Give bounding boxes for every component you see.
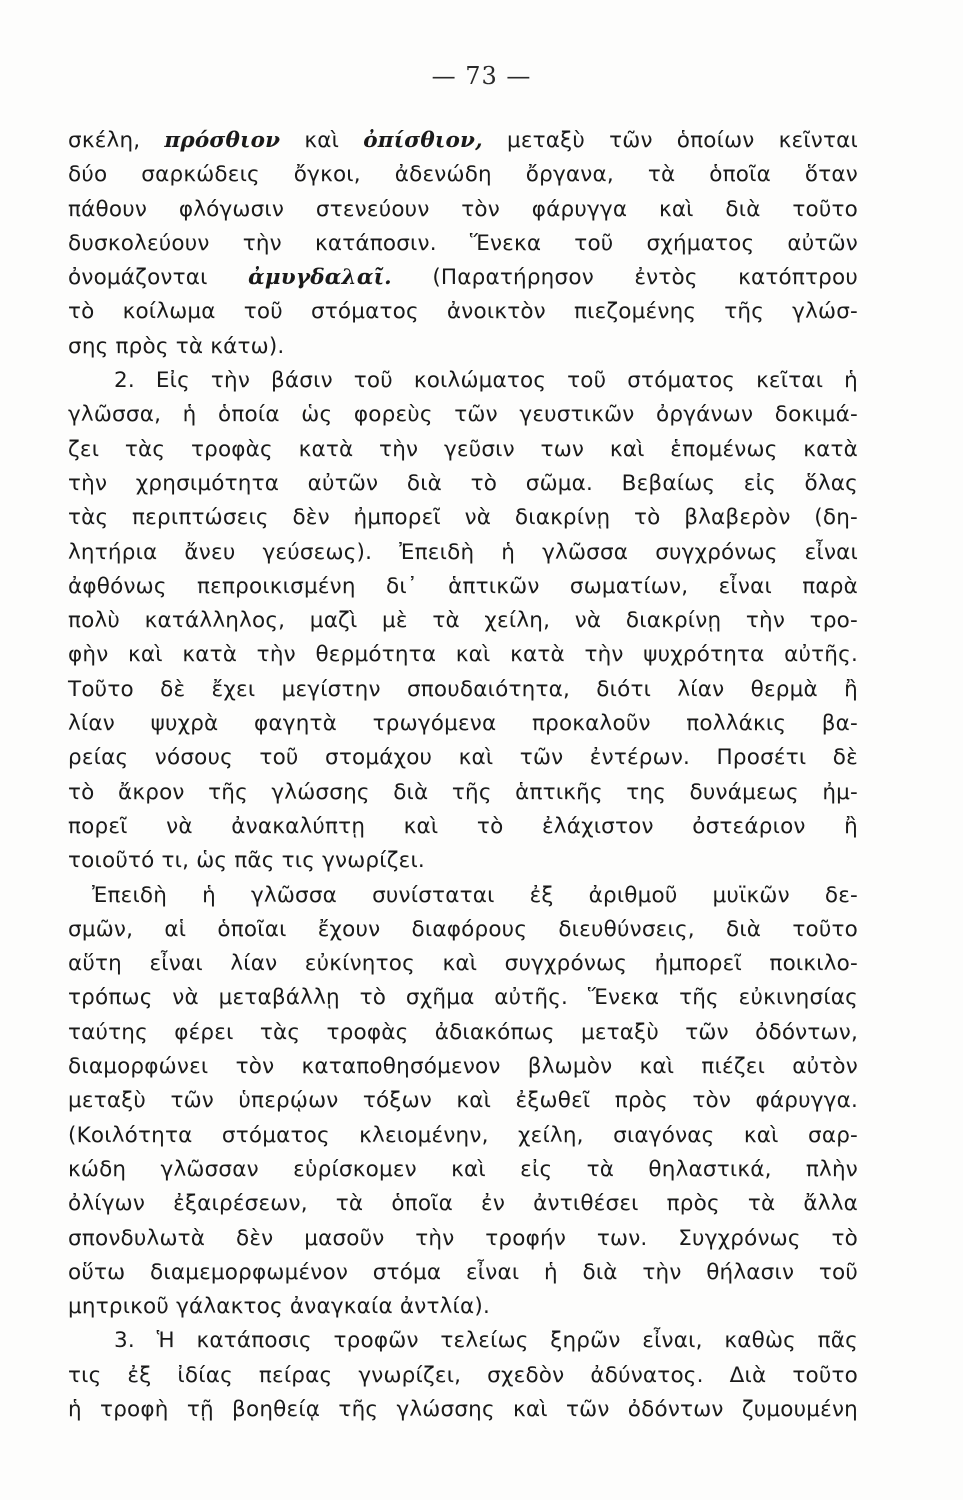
text-line-7: σης πρὸς τὰ κάτω). [68, 333, 285, 359]
text-line-31: κώδη γλῶσσαν εὑρίσκομεν καὶ εἰς τὰ θηλαστικά, πλὴν [68, 1156, 858, 1182]
text-line-35: μητρικοῦ γάλακτος ἀναγκαία ἀντλία). [68, 1294, 491, 1320]
term-prosthion: πρόσθιον [164, 128, 281, 153]
text-line-6: τὸ κοίλωμα τοῦ στόματος ἀνοικτὸν πιεζομένης τῆς γλώσ- [68, 299, 858, 325]
page-number: — 73 — [431, 62, 532, 90]
text-line-3: πάθουν φλόγωσιν στενεύουν τὸν φάρυγγα καὶ διὰ τοῦτο [68, 196, 858, 222]
text-line-27: ταύτης φέρει τὰς τροφὰς ἀδιακόπως μεταξὺ τῶν ὀδόντων, [68, 1019, 858, 1045]
text-line-8: 2. Εἰς τὴν βάσιν τοῦ κοιλώματος τοῦ στόματος κεῖται ἡ [114, 368, 858, 394]
text-line-18: λίαν ψυχρὰ φαγητὰ τρωγόμενα προκαλοῦν πολλάκις βα- [68, 711, 858, 737]
text-line-10: ζει τὰς τροφὰς κατὰ τὴν γεῦσιν των καὶ ἑπομένως κατὰ [68, 436, 858, 462]
text-line-14: ἀφθόνως πεπροικισμένη δι᾽ ἁπτικῶν σωματίων, εἶναι παρὰ [68, 573, 858, 599]
body-text [68, 124, 858, 1427]
text-line-36: 3. Ἡ κατάποσις τροφῶν τελείως ξηρῶν εἶναι, καθὼς πᾶς [114, 1328, 858, 1354]
text-line-21: πορεῖ νὰ ἀνακαλύπτῃ καὶ τὸ ἐλάχιστον ὀστεάριον ἢ [68, 813, 858, 839]
text-line-24: σμῶν, αἱ ὁποῖαι ἔχουν διαφόρους διευθύνσεις, διὰ τοῦτο [68, 916, 858, 942]
text-line-5: ὀνομάζονται ἀμυγδαλαῖ. (Παρατήρησον ἐντὸς κατόπτρου [68, 265, 859, 291]
text-line-34: οὕτω διαμεμορφωμένον στόμα εἶναι ἡ διὰ τὴν θήλασιν τοῦ [68, 1259, 858, 1285]
text-line-30: (Κοιλότητα στόματος κλειομένην, χείλη, σιαγόνας καὶ σαρ- [68, 1122, 858, 1148]
text-line-26: τρόπως νὰ μεταβάλλῃ τὸ σχῆμα αὐτῆς. Ἕνεκα τῆς εὐκινησίας [68, 985, 858, 1011]
text-line-20: τὸ ἄκρον τῆς γλώσσης διὰ τῆς ἁπτικῆς της δυνάμεως ἠμ- [68, 779, 858, 805]
text-line-38: ἡ τροφὴ τῇ βοηθείᾳ τῆς γλώσσης καὶ τῶν ὀδόντων ζυμουμένη [68, 1396, 858, 1422]
text-line-1: σκέλη, πρόσθιον καὶ ὀπίσθιον, μεταξὺ τῶν ὁποίων κεῖνται [68, 128, 858, 153]
text-line-25: αὕτη εἶναι λίαν εὐκίνητος καὶ συγχρόνως ἠμπορεῖ ποικιλο- [68, 951, 858, 977]
text-line-16: φὴν καὶ κατὰ τὴν θερμότητα καὶ κατὰ τὴν ψυχρότητα αὐτῆς. [68, 642, 858, 668]
text-line-4: δυσκολεύουν τὴν κατάποσιν. Ἕνεκα τοῦ σχήματος αὐτῶν [68, 230, 858, 256]
text-line-32: ὀλίγων ἐξαιρέσεων, τὰ ὁποῖα ἐν ἀντιθέσει πρὸς τὰ ἄλλα [68, 1191, 858, 1217]
text-line-23: Ἐπειδὴ ἡ γλῶσσα συνίσταται ἐξ ἀριθμοῦ μυϊκῶν δε- [92, 882, 858, 908]
text-line-22: τοιοῦτό τι, ὡς πᾶς τις γνωρίζει. [68, 848, 425, 874]
text-line-37: τις ἐξ ἰδίας πείρας γνωρίζει, σχεδὸν ἀδύνατος. Διὰ τοῦτο [68, 1362, 858, 1388]
text-line-2: δύο σαρκώδεις ὄγκοι, ἀδενώδη ὄργανα, τὰ ὁποῖα ὅταν [68, 162, 858, 188]
text-line-9: γλῶσσα, ἡ ὁποία ὡς φορεὺς τῶν γευστικῶν ὀργάνων δοκιμά- [68, 402, 858, 428]
text-line-28: διαμορφώνει τὸν καταποθησόμενον βλωμὸν καὶ πιέζει αὐτὸν [68, 1054, 858, 1080]
term-opisthion: ὀπίσθιον, [363, 128, 483, 153]
text-line-33: σπονδυλωτὰ δὲν μασοῦν τὴν τροφήν των. Συγχρόνως τὸ [68, 1225, 858, 1251]
text-line-15: πολὺ κατάλληλος, μαζὶ μὲ τὰ χείλη, νὰ διακρίνῃ τὴν τρο- [68, 608, 858, 634]
text-line-12: τὰς περιπτώσεις δὲν ἠμπορεῖ νὰ διακρίνῃ τὸ βλαβερὸν (δη- [68, 505, 858, 531]
text-line-19: ρείας νόσους τοῦ στομάχου καὶ τῶν ἐντέρων. Προσέτι δὲ [68, 745, 858, 771]
term-amygdalai: ἀμυγδαλαῖ. [248, 265, 392, 291]
text-line-11: τὴν χρησιμότητα αὐτῶν διὰ τὸ σῶμα. Βεβαίως εἰς ὅλας [68, 470, 858, 496]
text-line-13: λητήρια ἄνευ γεύσεως). Ἐπειδὴ ἡ γλῶσσα συγχρόνως εἶναι [68, 539, 858, 565]
text-line-29: μεταξὺ τῶν ὑπερῴων τόξων καὶ ἐξωθεῖ πρὸς τὸν φάρυγγα. [68, 1088, 858, 1114]
text-line-17: Τοῦτο δὲ ἔχει μεγίστην σπουδαιότητα, διότι λίαν θερμὰ ἢ [68, 676, 858, 702]
